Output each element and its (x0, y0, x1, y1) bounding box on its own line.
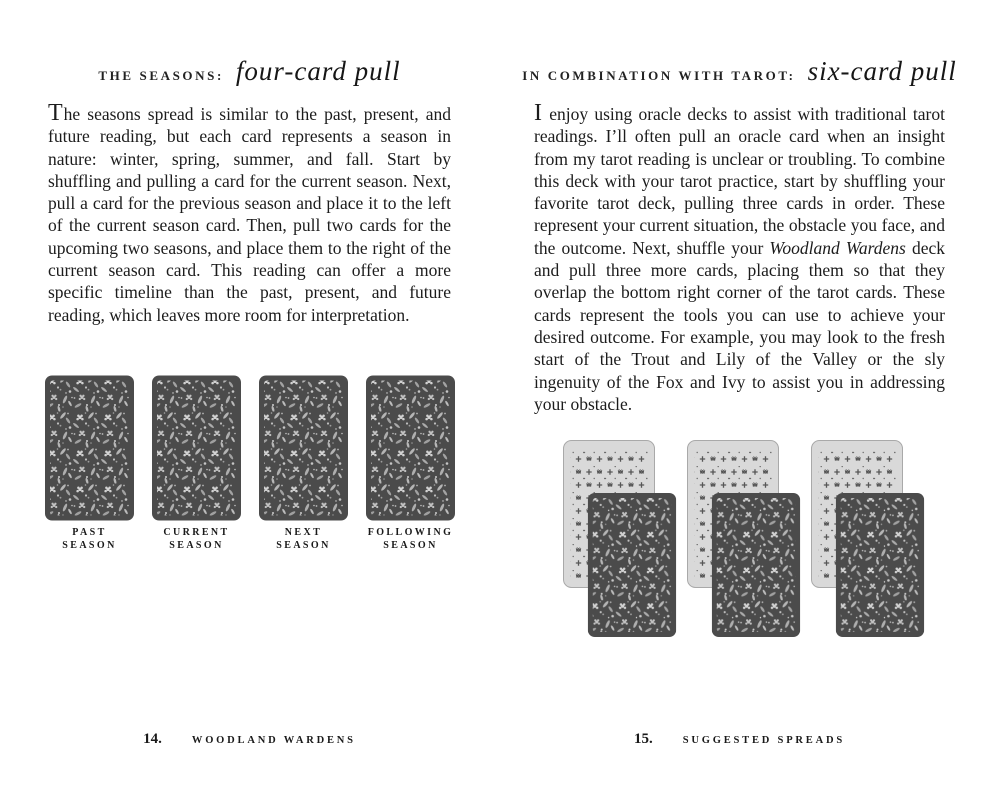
card-label-current-season: CURRENT SEASON (163, 527, 230, 551)
six-card-spread (496, 0, 993, 800)
left-body-paragraph (48, 100, 451, 326)
left-page-footer (48, 731, 451, 748)
right-body-italic-title: Woodland Wardens (769, 237, 906, 258)
card-label-past-season: PAST SEASON (62, 527, 117, 551)
right-initial-cap: I (534, 100, 543, 126)
right-header-kicker: IN COMBINATION WITH TAROT: (522, 68, 796, 83)
four-card-row (45, 375, 455, 521)
left-page-number: 14. (143, 731, 162, 747)
left-header-kicker: THE SEASONS: (98, 68, 224, 83)
oracle-card-back (259, 375, 348, 521)
page-right (496, 0, 993, 800)
right-body-text-before: enjoy using oracle decks to assist with traditional tarot readings. I’ll often pull an oracle card when an insight from my tarot reading is unclear or troubling. To combine this deck with your tarot practice, start by shuffling your favorite tarot deck, pulling three cards in order. These represent your current situation, the obstacle you face, and the outcome. Next, shuffle your (534, 104, 945, 258)
page-left (0, 0, 496, 800)
oracle-card-back (45, 375, 134, 521)
left-initial-cap: T (48, 100, 64, 126)
right-running-title: SUGGESTED SPREADS (682, 735, 845, 746)
card-label-following-season: FOLLOWING SEASON (367, 527, 454, 551)
oracle-card-back (711, 493, 801, 637)
right-header-title: six-card pull (807, 56, 957, 86)
left-running-title: WOODLAND WARDENS (191, 735, 356, 746)
card-labels-row (45, 527, 455, 552)
oracle-card-back (152, 375, 241, 521)
right-page-footer (534, 731, 945, 748)
oracle-card-back (366, 375, 455, 521)
oracle-card-back (587, 493, 677, 637)
right-page-number: 15. (633, 731, 653, 747)
left-header-title: four-card pull (235, 56, 401, 86)
right-body-text-after: deck and pull three more cards, placing them so that they overlap the bottom right corner of the tarot cards. These cards represent the tools you can use to achieve your desired outcome. For example, you may look to the fresh start of the Trout and Lily of the Valley or the sly ingenuity of the Fox and Ivy to assist you in addressing your obstacle. (534, 237, 945, 414)
left-page-header (48, 56, 451, 87)
card-label-next-season: NEXT SEASON (276, 527, 331, 551)
oracle-card-back (835, 493, 925, 637)
left-body-text: he seasons spread is similar to the past, present, and future reading, but each card represents a season in nature: winter, spring, summer, and fall. Start by shuffling and pulling a card for the current season. Next, pull a card for the previous season and place it to the left of the current season card. Then, pull two cards for the upcoming two seasons, and place them to the right of the current season card. This reading can offer a more specific timeline than the past, present, and future reading, which leaves more room for interpretation. (48, 104, 451, 325)
